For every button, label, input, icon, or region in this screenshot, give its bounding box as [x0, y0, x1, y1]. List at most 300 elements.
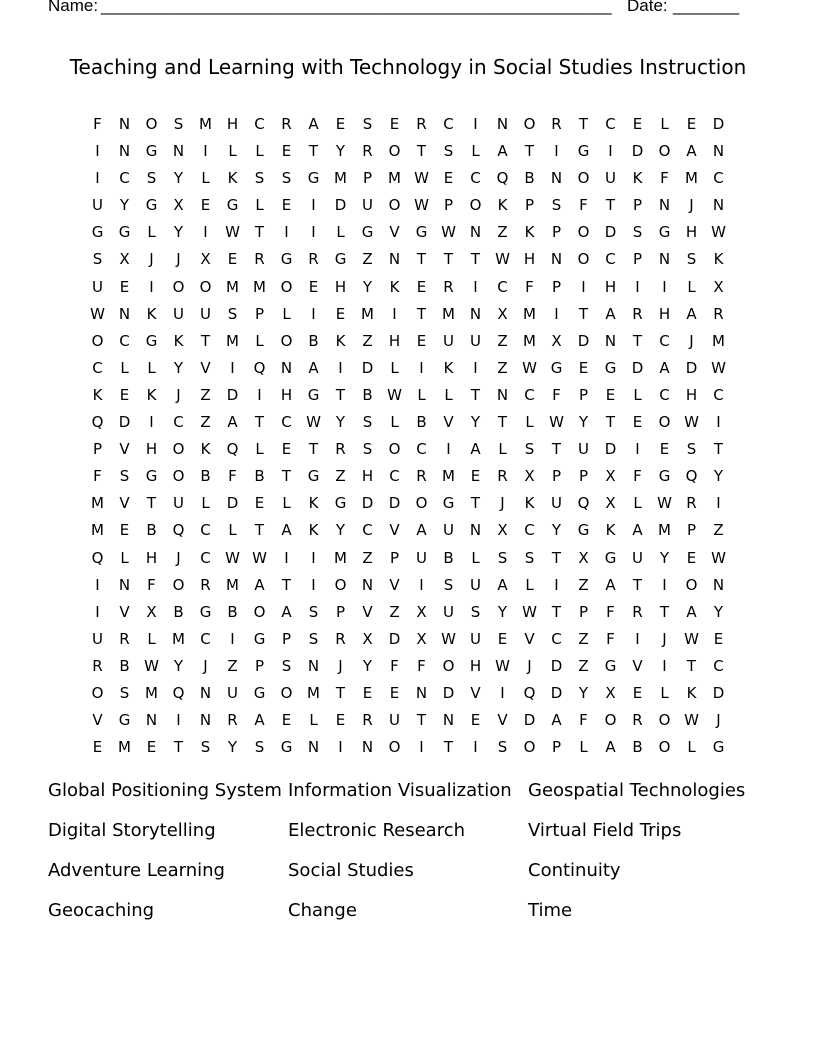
grid-row	[84, 331, 732, 358]
grid-letter: N	[712, 575, 725, 594]
grid-letter: G	[280, 250, 293, 269]
grid-letter: L	[120, 548, 129, 567]
grid-letter: S	[686, 440, 697, 459]
name-blank-line: ______________________________________________________	[101, 0, 612, 15]
grid-letter: M	[172, 629, 185, 648]
grid-letter: L	[579, 738, 588, 757]
grid-letter: E	[443, 169, 454, 188]
grid-row	[84, 520, 732, 547]
grid-letter: L	[228, 521, 237, 540]
grid-letter: W	[90, 304, 105, 323]
grid-letter: G	[604, 656, 617, 675]
grid-letter: J	[527, 656, 532, 675]
header-line	[48, 0, 748, 20]
grid-letter: F	[579, 196, 588, 215]
grid-letter: Q	[226, 440, 239, 459]
grid-letter: D	[361, 494, 374, 513]
grid-letter: R	[632, 304, 643, 323]
grid-letter: K	[524, 223, 535, 242]
grid-letter: C	[92, 358, 103, 377]
grid-letter: A	[686, 142, 697, 161]
grid-letter: I	[257, 385, 262, 404]
grid-letter: E	[119, 385, 130, 404]
grid-letter: I	[473, 115, 478, 133]
grid-letter: I	[662, 575, 667, 594]
grid-letter: Z	[497, 358, 508, 377]
grid-letter: E	[119, 277, 130, 296]
grid-letter: G	[226, 196, 239, 215]
grid-letter: S	[173, 115, 184, 133]
grid-letter: A	[497, 575, 508, 594]
grid-letter: N	[550, 169, 563, 188]
grid-letter: M	[91, 494, 104, 513]
grid-letter: C	[605, 115, 616, 133]
grid-letter: X	[524, 467, 535, 486]
word-bank-item: Digital Storytelling	[48, 820, 216, 841]
grid-letter: R	[92, 656, 103, 675]
grid-letter: U	[605, 169, 616, 188]
grid-letter: T	[416, 304, 427, 323]
grid-letter: O	[604, 711, 617, 730]
grid-letter: E	[281, 711, 292, 730]
grid-letter: T	[524, 142, 535, 161]
grid-letter: F	[579, 711, 588, 730]
grid-letter: E	[470, 711, 481, 730]
grid-letter: I	[419, 358, 424, 377]
grid-letter: I	[554, 142, 559, 161]
grid-letter: G	[199, 602, 212, 621]
grid-letter: Y	[335, 521, 346, 540]
grid-letter: J	[176, 548, 181, 567]
grid-letter: T	[146, 494, 157, 513]
grid-letter: G	[253, 629, 266, 648]
grid-letter: U	[92, 196, 103, 215]
grid-letter: J	[689, 331, 694, 350]
grid-letter: L	[255, 440, 264, 459]
grid-letter: N	[118, 115, 131, 133]
grid-letter: P	[254, 656, 265, 675]
grid-letter: C	[389, 467, 400, 486]
grid-letter: H	[685, 223, 698, 242]
grid-letter: G	[415, 223, 428, 242]
grid-letter: B	[416, 413, 427, 432]
grid-letter: Z	[362, 548, 373, 567]
grid-letter: E	[389, 115, 400, 133]
grid-letter: P	[92, 440, 103, 459]
grid-letter: B	[227, 602, 238, 621]
grid-letter: N	[496, 115, 509, 133]
grid-letter: C	[416, 440, 427, 459]
grid-letter: F	[606, 629, 615, 648]
grid-letter: Q	[685, 467, 698, 486]
grid-letter: K	[713, 250, 724, 269]
grid-letter: I	[338, 738, 343, 757]
grid-letter: N	[361, 575, 374, 594]
grid-letter: G	[145, 196, 158, 215]
grid-letter: L	[228, 142, 237, 161]
grid-letter: S	[92, 250, 103, 269]
grid-letter: X	[605, 494, 616, 513]
grid-letter: A	[632, 521, 643, 540]
grid-letter: E	[200, 196, 211, 215]
grid-row	[84, 249, 732, 276]
grid-letter: I	[284, 223, 289, 242]
grid-letter: U	[173, 494, 184, 513]
grid-letter: M	[523, 304, 536, 323]
grid-letter: S	[146, 169, 157, 188]
grid-letter: M	[226, 331, 239, 350]
grid-letter: U	[632, 548, 643, 567]
grid-letter: A	[605, 304, 616, 323]
grid-letter: K	[92, 385, 103, 404]
grid-letter: O	[577, 250, 590, 269]
grid-letter: N	[712, 142, 725, 161]
grid-letter: P	[632, 250, 643, 269]
grid-letter: W	[657, 494, 672, 513]
grid-letter: S	[119, 467, 130, 486]
grid-letter: E	[227, 250, 238, 269]
grid-letter: M	[388, 169, 401, 188]
grid-letter: M	[334, 548, 347, 567]
grid-letter: I	[473, 277, 478, 296]
grid-letter: W	[711, 223, 726, 242]
grid-letter: O	[145, 115, 158, 133]
grid-letter: H	[388, 331, 401, 350]
grid-letter: O	[91, 331, 104, 350]
grid-letter: H	[145, 548, 158, 567]
grid-letter: D	[631, 142, 644, 161]
grid-letter: L	[282, 494, 291, 513]
grid-letter: S	[524, 548, 535, 567]
grid-letter: Y	[713, 602, 724, 621]
grid-letter: T	[416, 250, 427, 269]
grid-letter: A	[281, 521, 292, 540]
word-bank-item: Geospatial Technologies	[528, 780, 746, 801]
grid-letter: Z	[713, 521, 724, 540]
grid-letter: C	[659, 331, 670, 350]
grid-letter: R	[335, 440, 346, 459]
grid-letter: C	[119, 331, 130, 350]
grid-letter: S	[443, 142, 454, 161]
grid-letter: P	[551, 738, 562, 757]
grid-letter: A	[551, 711, 562, 730]
grid-letter: N	[361, 738, 374, 757]
grid-letter: I	[176, 711, 181, 730]
grid-letter: A	[686, 602, 697, 621]
grid-letter: A	[254, 575, 265, 594]
grid-letter: V	[443, 413, 454, 432]
grid-letter: S	[686, 250, 697, 269]
grid-letter: J	[662, 629, 667, 648]
grid-letter: Y	[551, 521, 562, 540]
grid-letter: H	[658, 304, 671, 323]
grid-letter: Y	[227, 738, 238, 757]
grid-letter: W	[684, 711, 699, 730]
word-bank-item: Electronic Research	[288, 820, 466, 841]
grid-letter: V	[632, 656, 643, 675]
grid-letter: T	[443, 738, 454, 757]
grid-letter: G	[145, 467, 158, 486]
grid-letter: X	[497, 521, 508, 540]
grid-letter: T	[200, 331, 211, 350]
grid-letter: I	[149, 277, 154, 296]
grid-letter: E	[281, 196, 292, 215]
grid-letter: C	[200, 629, 211, 648]
grid-row	[84, 439, 732, 466]
grid-letter: D	[604, 223, 617, 242]
grid-letter: W	[306, 413, 321, 432]
grid-letter: V	[119, 602, 130, 621]
grid-letter: E	[335, 115, 346, 133]
grid-letter: Y	[362, 656, 373, 675]
grid-letter: T	[551, 602, 562, 621]
grid-row	[84, 358, 732, 385]
grid-letter: S	[362, 115, 373, 133]
grid-letter: C	[173, 413, 184, 432]
grid-letter: D	[442, 683, 455, 702]
grid-letter: E	[632, 683, 643, 702]
grid-letter: T	[281, 575, 292, 594]
grid-letter: W	[684, 629, 699, 648]
grid-letter: X	[416, 602, 427, 621]
grid-letter: A	[281, 602, 292, 621]
grid-row	[84, 168, 732, 195]
grid-letter: O	[658, 711, 671, 730]
grid-letter: J	[689, 196, 694, 215]
grid-letter: G	[577, 142, 590, 161]
grid-letter: T	[173, 738, 184, 757]
grid-letter: X	[713, 277, 724, 296]
grid-letter: M	[658, 521, 671, 540]
grid-letter: X	[119, 250, 130, 269]
grid-letter: Q	[523, 683, 536, 702]
grid-letter: I	[716, 494, 721, 513]
word-bank-item: Continuity	[528, 860, 621, 881]
grid-letter: R	[713, 304, 724, 323]
grid-letter: F	[147, 575, 156, 594]
grid-letter: M	[145, 683, 158, 702]
grid-letter: S	[200, 738, 211, 757]
grid-letter: E	[92, 738, 103, 757]
word-bank-item: Global Positioning System	[48, 780, 282, 801]
grid-letter: T	[308, 440, 319, 459]
grid-letter: N	[442, 711, 455, 730]
grid-letter: C	[659, 385, 670, 404]
grid-letter: E	[416, 331, 427, 350]
grid-letter: Y	[173, 656, 184, 675]
grid-letter: X	[605, 467, 616, 486]
grid-letter: D	[334, 196, 347, 215]
grid-letter: Y	[362, 277, 373, 296]
grid-letter: R	[416, 115, 427, 133]
grid-letter: U	[470, 629, 481, 648]
grid-letter: P	[389, 548, 400, 567]
grid-letter: W	[441, 223, 456, 242]
grid-letter: F	[525, 277, 534, 296]
grid-letter: W	[711, 548, 726, 567]
grid-row	[84, 629, 732, 656]
grid-letter: B	[200, 467, 211, 486]
grid-letter: Q	[91, 413, 104, 432]
grid-letter: C	[200, 548, 211, 567]
letter-grid	[84, 114, 732, 764]
grid-letter: T	[470, 250, 481, 269]
grid-row	[84, 548, 732, 575]
grid-letter: W	[684, 413, 699, 432]
grid-letter: F	[228, 467, 237, 486]
grid-letter: L	[471, 548, 480, 567]
grid-letter: E	[362, 683, 373, 702]
grid-letter: Y	[659, 548, 670, 567]
grid-letter: O	[172, 277, 185, 296]
word-bank-item: Social Studies	[288, 860, 414, 881]
grid-letter: C	[470, 169, 481, 188]
grid-letter: O	[280, 683, 293, 702]
grid-letter: P	[578, 385, 589, 404]
grid-letter: I	[230, 358, 235, 377]
grid-letter: M	[685, 169, 698, 188]
grid-letter: W	[495, 656, 510, 675]
grid-letter: R	[281, 115, 292, 133]
grid-letter: K	[335, 331, 346, 350]
grid-letter: N	[199, 683, 212, 702]
grid-letter: L	[282, 304, 291, 323]
grid-row	[84, 412, 732, 439]
grid-letter: E	[713, 629, 724, 648]
grid-letter: P	[551, 223, 562, 242]
grid-letter: G	[118, 223, 131, 242]
grid-letter: L	[444, 385, 453, 404]
grid-letter: I	[95, 575, 100, 594]
grid-letter: E	[119, 521, 130, 540]
grid-letter: S	[254, 738, 265, 757]
grid-letter: G	[577, 521, 590, 540]
grid-letter: T	[578, 304, 589, 323]
grid-letter: F	[552, 385, 561, 404]
grid-letter: Y	[173, 223, 184, 242]
grid-letter: D	[577, 331, 590, 350]
grid-letter: T	[470, 494, 481, 513]
name-label: Name:	[48, 0, 99, 15]
grid-letter: S	[227, 304, 238, 323]
grid-letter: I	[203, 142, 208, 161]
grid-letter: Y	[335, 142, 346, 161]
grid-letter: M	[307, 683, 320, 702]
grid-letter: E	[308, 277, 319, 296]
grid-letter: I	[149, 413, 154, 432]
grid-letter: G	[361, 223, 374, 242]
grid-letter: B	[119, 656, 130, 675]
grid-letter: E	[335, 304, 346, 323]
grid-letter: Z	[497, 331, 508, 350]
grid-letter: Q	[253, 358, 266, 377]
grid-row	[84, 683, 732, 710]
grid-letter: T	[416, 142, 427, 161]
grid-letter: U	[92, 629, 103, 648]
grid-letter: O	[280, 331, 293, 350]
grid-letter: I	[311, 548, 316, 567]
grid-letter: K	[227, 169, 238, 188]
grid-letter: D	[361, 358, 374, 377]
grid-letter: G	[442, 494, 455, 513]
grid-letter: O	[388, 196, 401, 215]
grid-letter: O	[172, 575, 185, 594]
grid-letter: J	[176, 250, 181, 269]
grid-letter: N	[145, 711, 158, 730]
grid-letter: Z	[362, 250, 373, 269]
grid-letter: C	[119, 169, 130, 188]
grid-letter: D	[550, 656, 563, 675]
grid-letter: G	[145, 142, 158, 161]
grid-letter: R	[416, 467, 427, 486]
grid-letter: P	[551, 467, 562, 486]
grid-row	[84, 385, 732, 412]
grid-letter: N	[118, 575, 131, 594]
grid-letter: G	[334, 494, 347, 513]
grid-letter: J	[203, 656, 208, 675]
grid-letter: S	[254, 169, 265, 188]
grid-letter: S	[524, 440, 535, 459]
grid-letter: J	[149, 250, 154, 269]
grid-letter: A	[470, 440, 481, 459]
grid-letter: M	[253, 277, 266, 296]
grid-letter: M	[442, 467, 455, 486]
grid-letter: D	[604, 440, 617, 459]
grid-letter: D	[388, 494, 401, 513]
grid-letter: I	[230, 629, 235, 648]
grid-letter: S	[281, 656, 292, 675]
grid-row	[84, 114, 732, 141]
grid-letter: A	[605, 575, 616, 594]
grid-letter: O	[172, 467, 185, 486]
grid-letter: W	[441, 629, 456, 648]
grid-letter: M	[199, 115, 212, 133]
grid-letter: I	[338, 358, 343, 377]
grid-letter: S	[119, 683, 130, 702]
grid-letter: D	[226, 385, 239, 404]
grid-letter: G	[712, 738, 725, 757]
grid-letter: T	[443, 250, 454, 269]
page-title: Teaching and Learning with Technology in Social Studies Instruction	[69, 55, 747, 79]
grid-letter: X	[578, 548, 589, 567]
grid-letter: A	[686, 304, 697, 323]
grid-letter: D	[550, 683, 563, 702]
grid-letter: T	[254, 223, 265, 242]
grid-letter: N	[469, 521, 482, 540]
grid-letter: S	[632, 223, 643, 242]
grid-letter: U	[443, 331, 454, 350]
grid-letter: C	[713, 169, 724, 188]
grid-letter: O	[658, 142, 671, 161]
grid-letter: G	[550, 358, 563, 377]
grid-letter: Z	[227, 656, 238, 675]
grid-letter: L	[390, 413, 399, 432]
grid-letter: E	[659, 440, 670, 459]
grid-letter: U	[92, 277, 103, 296]
grid-letter: T	[632, 331, 643, 350]
grid-letter: B	[173, 602, 184, 621]
grid-letter: W	[711, 358, 726, 377]
grid-letter: N	[307, 738, 320, 757]
grid-letter: N	[469, 304, 482, 323]
grid-letter: L	[201, 169, 210, 188]
grid-letter: L	[525, 575, 534, 594]
grid-letter: R	[632, 711, 643, 730]
grid-letter: K	[200, 440, 211, 459]
grid-letter: N	[307, 656, 320, 675]
grid-letter: L	[255, 331, 264, 350]
grid-letter: D	[712, 683, 725, 702]
